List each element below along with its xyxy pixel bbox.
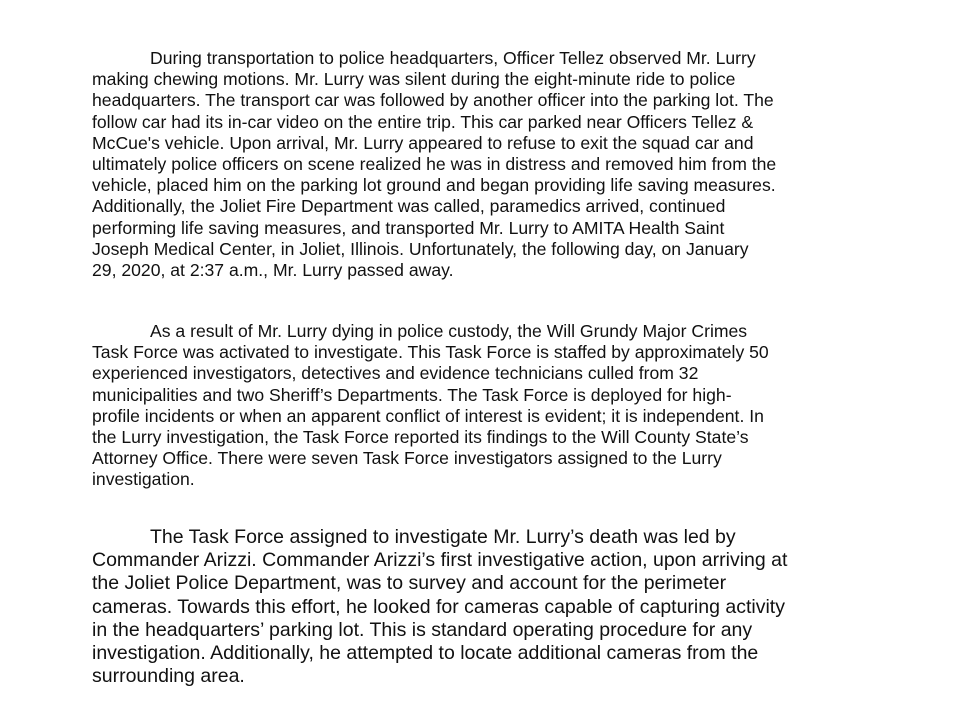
text-line: in the headquarters’ parking lot. This is standard operating procedure for any (92, 618, 753, 641)
text-line: Joseph Medical Center, in Joliet, Illinois. Unfortunately, the following day, on January (92, 238, 749, 259)
text-line: ultimately police officers on scene realized he was in distress and removed him from the (92, 154, 777, 175)
text-line: headquarters. The transport car was followed by another officer into the parking lot. The (92, 90, 774, 111)
text-line: investigation. (92, 469, 195, 490)
text-line: Additionally, the Joliet Fire Department was called, paramedics arrived, continued (92, 196, 726, 217)
paragraph-transport (92, 48, 776, 281)
text-line: McCue's vehicle. Upon arrival, Mr. Lurry appeared to refuse to exit the squad car and (92, 132, 754, 153)
text-line: investigation. Additionally, he attempted to locate additional cameras from the (92, 642, 759, 665)
text-line: 29, 2020, at 2:37 a.m., Mr. Lurry passed away. (92, 260, 454, 281)
text-line: Attorney Office. There were seven Task Force investigators assigned to the Lurry (92, 448, 722, 469)
text-line: performing life saving measures, and transported Mr. Lurry to AMITA Health Saint (92, 217, 725, 238)
text-line: During transportation to police headquarters, Officer Tellez observed Mr. Lurry (150, 48, 756, 68)
text-line: vehicle, placed him on the parking lot ground and began providing life saving measures. (92, 175, 776, 196)
text-line: municipalities and two Sheriff’s Departments. The Task Force is deployed for high- (92, 384, 732, 405)
text-line: As a result of Mr. Lurry dying in police custody, the Will Grundy Major Crimes (150, 321, 748, 341)
text-line: The Task Force assigned to investigate Mr. Lurry’s death was led by (150, 526, 736, 548)
text-line: follow car had its in-car video on the entire trip. This car parked near Officers Tellez & (92, 111, 754, 132)
text-line: surrounding area. (92, 665, 245, 688)
text-line: cameras. Towards this effort, he looked for cameras capable of capturing activity (92, 595, 785, 618)
paragraph-commander (92, 526, 787, 688)
text-line: Commander Arizzi. Commander Arizzi’s first investigative action, upon arriving at (92, 549, 788, 572)
text-line: Task Force was activated to investigate. This Task Force is staffed by approximately 50 (92, 342, 769, 363)
text-line: profile incidents or when an apparent conflict of interest is evident; it is independent. In (92, 405, 764, 426)
text-line: the Joliet Police Department, was to survey and account for the perimeter (92, 572, 727, 595)
text-line: experienced investigators, detectives and evidence technicians culled from 32 (92, 363, 699, 384)
text-line: the Lurry investigation, the Task Force reported its findings to the Will County State’s (92, 427, 749, 448)
text-line: making chewing motions. Mr. Lurry was silent during the eight-minute ride to police (92, 69, 736, 90)
paragraph-task-force (92, 321, 769, 491)
